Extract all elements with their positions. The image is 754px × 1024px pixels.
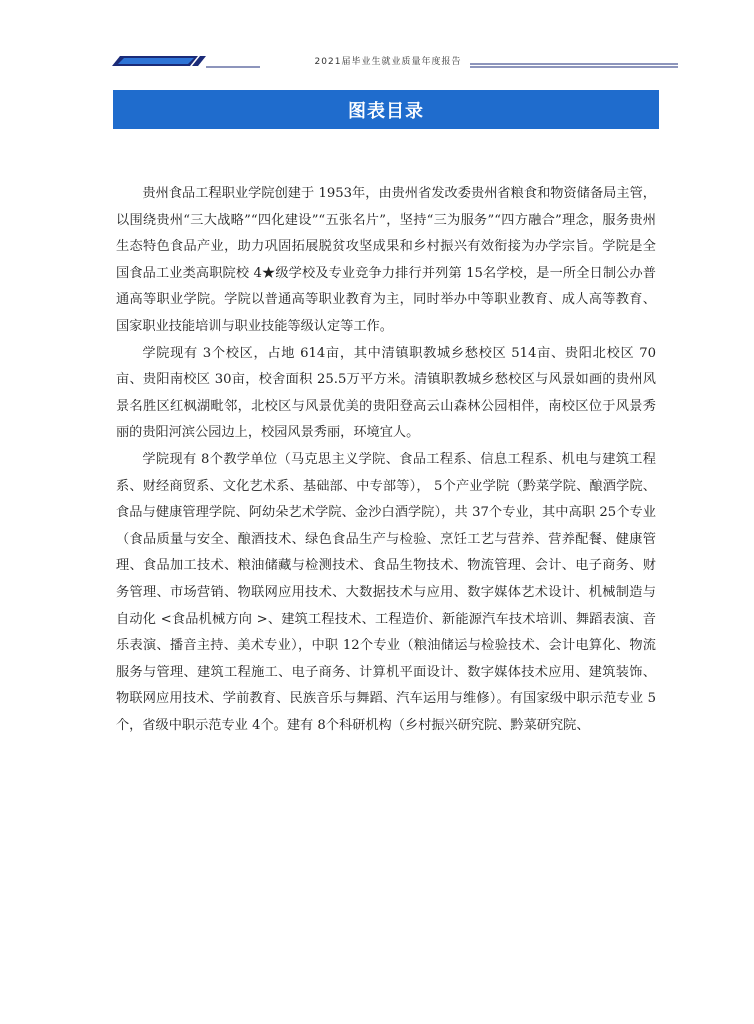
paragraph-units: 学院现有 8个教学单位（马克思主义学院、食品工程系、信息工程系、机电与建筑工程系、财经商贸系、文化艺术系、基础部、中专部等）， 5个产业学院（黔菜学院、酿酒学院、食品与健康管理学院、阿幼朵艺术学院、金沙白酒学院），共 37个专业，其中高职 25个专业（食品质量与安全、酿酒技术、绿色食品生产与检验、烹饪工艺与营养、营养配餐、健康管理、食品加工技术、粮油储藏与检测技术、食品生物技术、物流管理、会计、电子商务、财务管理、市场营销、物联网应用技术、大数据技术与应用、数字媒体艺术设计、机械制造与自动化 <食品机械方向 >、建筑工程技术、工程造价、新能源汽车技术培训、舞蹈表演、音乐表演、播音主持、美术专业），中职 12个专业（粮油储运与检验技术、会计电算化、物流服务与管理、建筑工程施工、电子商务、计算机平面设计、数字媒体技术应用、建筑装饰、物联网应用技术、学前教育、民族音乐与舞蹈、汽车运用与维修）。有国家级中职示范专业 5个，省级中职示范专业 4个。建有 8个科研机构（乡村振兴研究院、黔菜研究院、	[116, 451, 656, 733]
report-header-title: 2021届毕业生就业质量年度报告	[314, 57, 462, 67]
paragraph-campus: 学院现有 3个校区，占地 614亩，其中清镇职教城乡愁校区 514亩、贵阳北校区 70亩、贵阳南校区 30亩，校舍面积 25.5万平方米。清镇职教城乡愁校区与风景如画的贵州风景名胜区红枫湖毗邻，北校区与风景优美的贵阳登高云山森林公园相伴，南校区位于风景秀丽的贵阳河滨公园边上，校园风景秀丽，环境宜人。	[116, 345, 656, 441]
paragraph-intro: 贵州食品工程职业学院创建于 1953年，由贵州省发改委贵州省粮食和物资储备局主管，以围绕贵州“三大战略”“四化建设”“五张名片”，坚持“三为服务”“四方融合”理念，服务贵州生态特色食品产业，助力巩固拓展脱贫攻坚成果和乡村振兴有效衔接为办学宗旨。学院是全国食品工业类高职院校 4★级学校及专业竞争力排行并列第 15名学校，是一所全日制公办普通高等职业学院。学院以普通高等职业教育为主，同时举办中等职业教育、成人高等教育、国家职业技能培训与职业技能等级认定等工作。	[116, 186, 656, 334]
section-title: 图表目录	[348, 100, 424, 122]
document-body	[116, 181, 656, 739]
section-banner	[113, 90, 659, 129]
